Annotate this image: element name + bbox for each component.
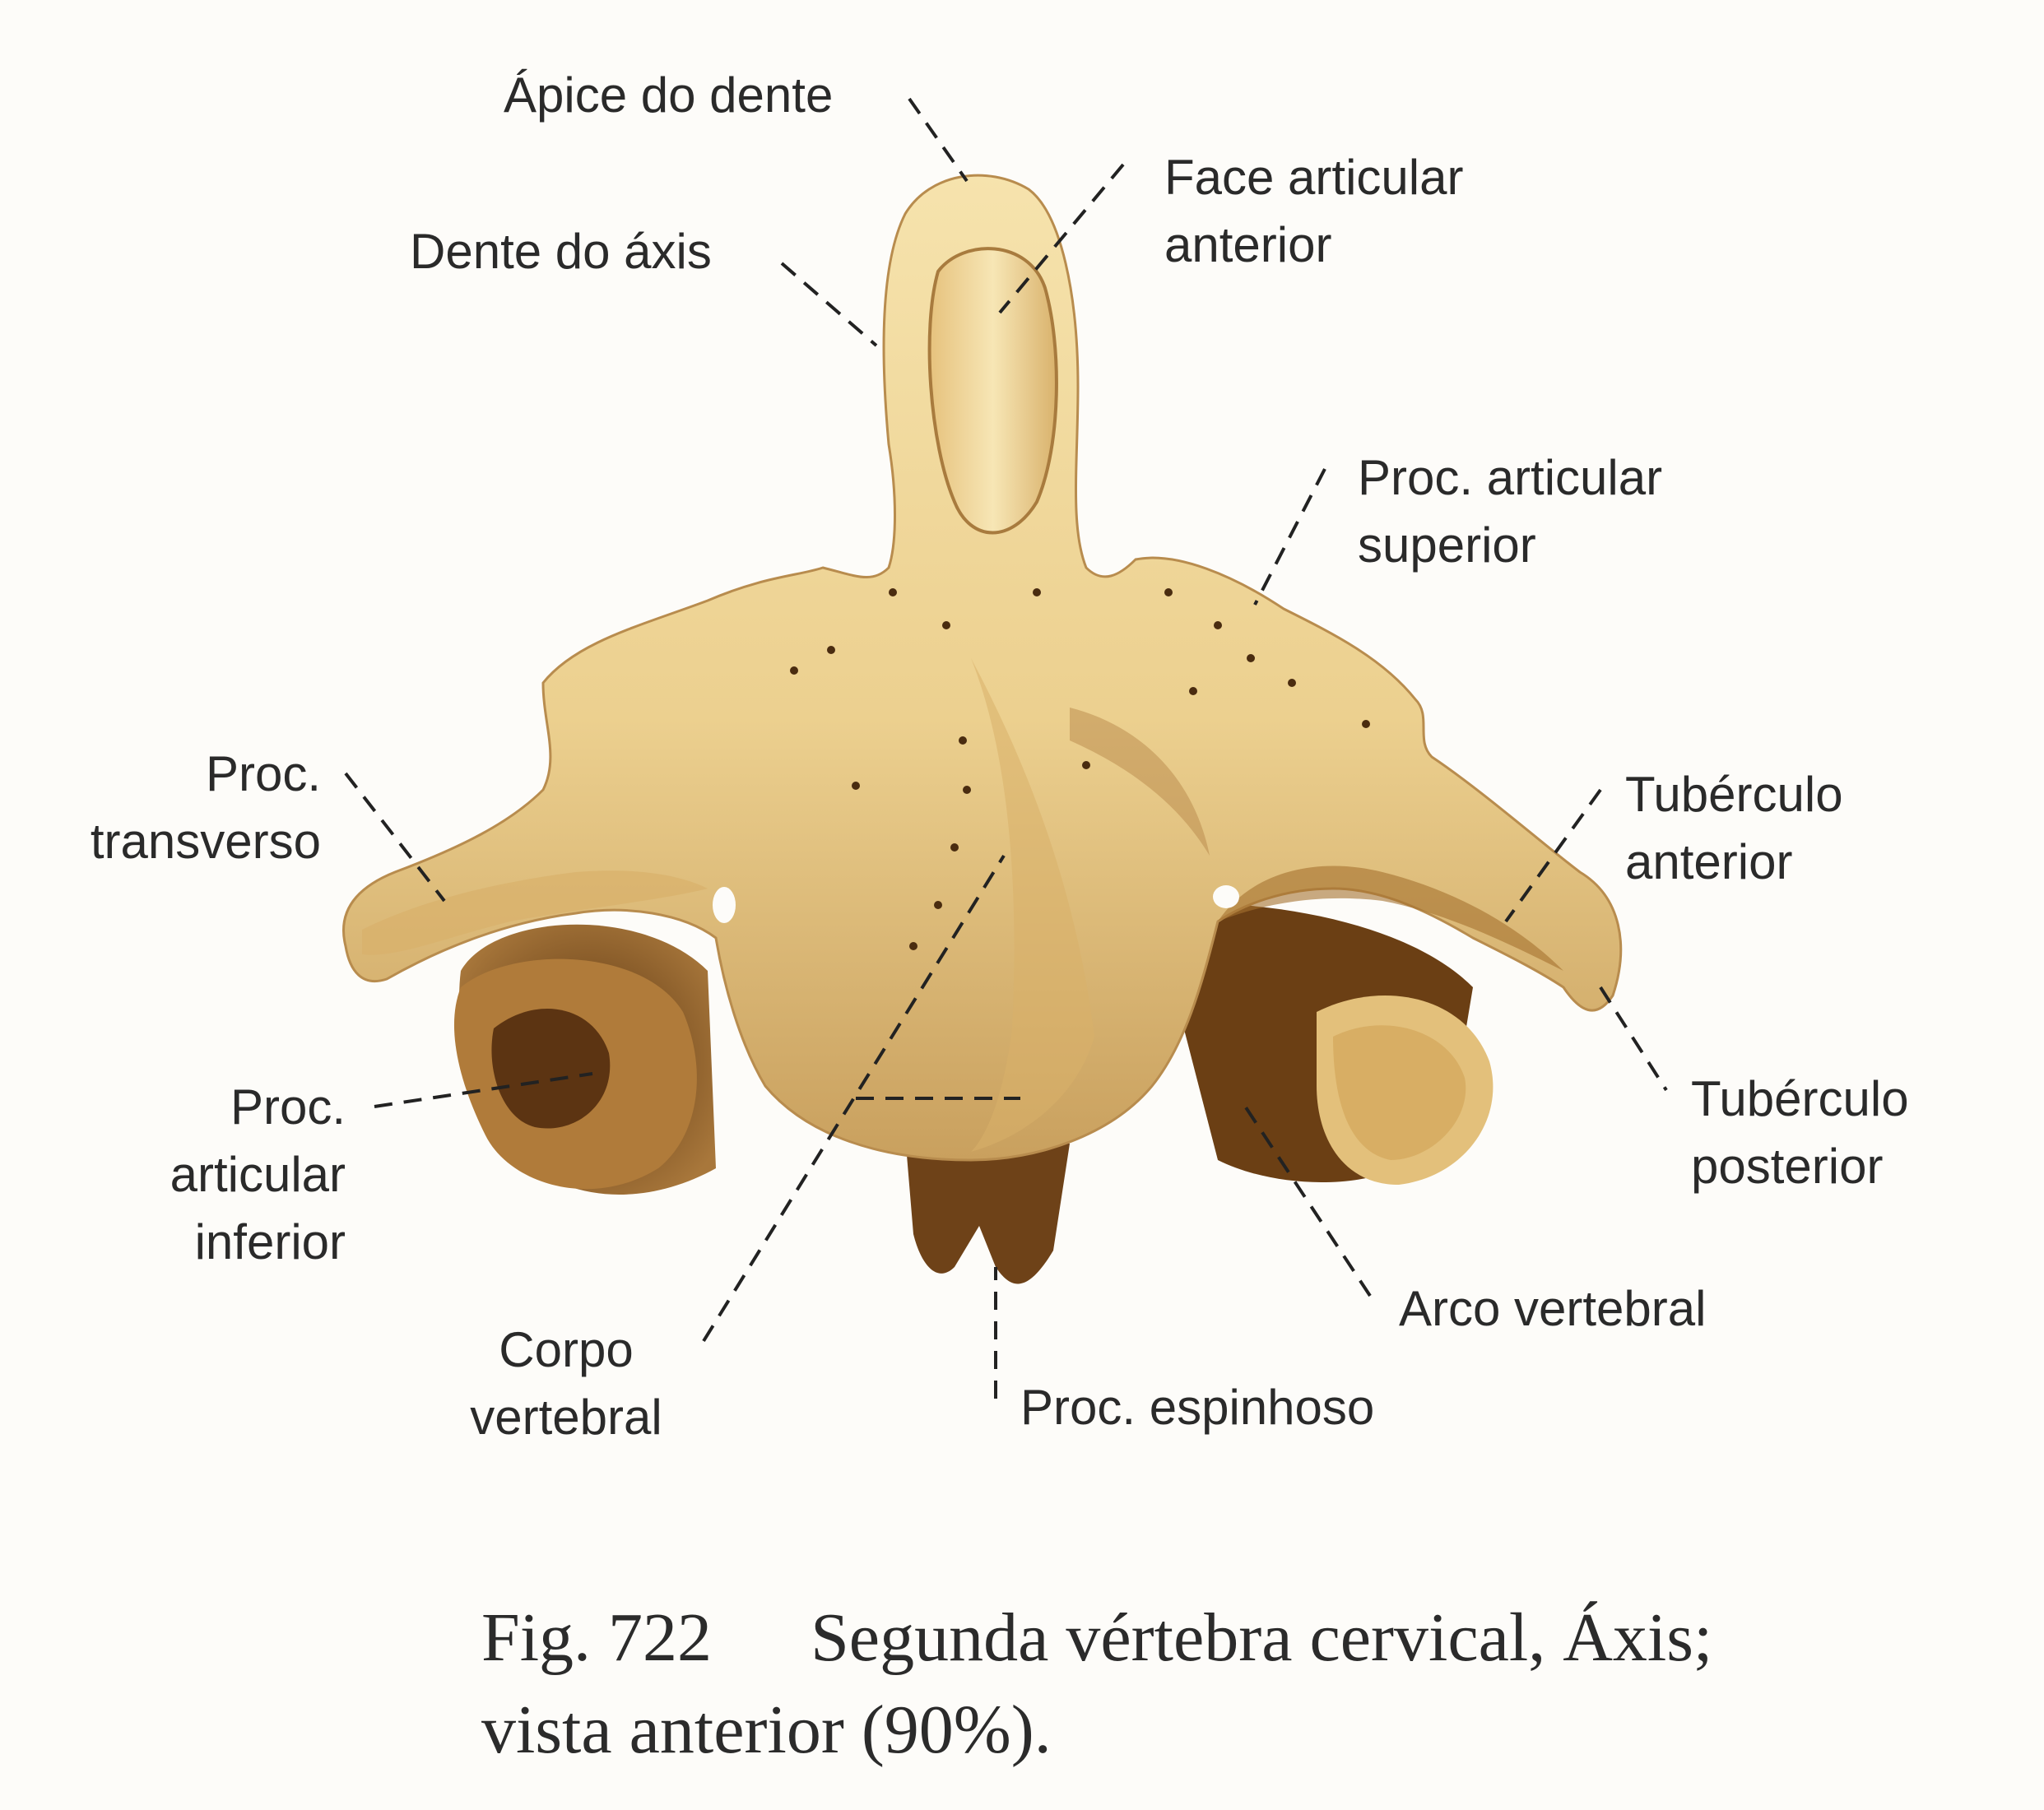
caption-line-2: vista anterior (90%). — [481, 1692, 1052, 1768]
caption-line-1 — [481, 1592, 1712, 1684]
label-dente-do-axis: Dente do áxis — [410, 224, 712, 279]
label-arco-vertebral: Arco vertebral — [1399, 1281, 1707, 1336]
label-corpo-vertebral: Corpo vertebral — [470, 1322, 662, 1445]
label-proc-articular-superior: Proc. articular superior — [1358, 450, 1663, 573]
caption-title: Segunda vértebra cervical, Áxis; — [811, 1599, 1713, 1676]
label-proc-transverso: Proc. transverso — [90, 746, 321, 869]
label-apice-do-dente: Ápice do dente — [504, 67, 834, 123]
dens-articular-facet — [930, 248, 1057, 532]
label-proc-articular-inferior: Proc. articular inferior — [170, 1079, 346, 1269]
figure-number: Fig. 722 — [481, 1599, 713, 1676]
label-tuberculo-posterior: Tubérculo posterior — [1691, 1071, 1909, 1194]
label-tuberculo-anterior: Tubérculo anterior — [1625, 767, 1843, 889]
label-face-articular-anterior: Face articular anterior — [1164, 150, 1464, 272]
label-proc-espinhoso: Proc. espinhoso — [1020, 1380, 1375, 1435]
figure-caption — [481, 1592, 1712, 1776]
